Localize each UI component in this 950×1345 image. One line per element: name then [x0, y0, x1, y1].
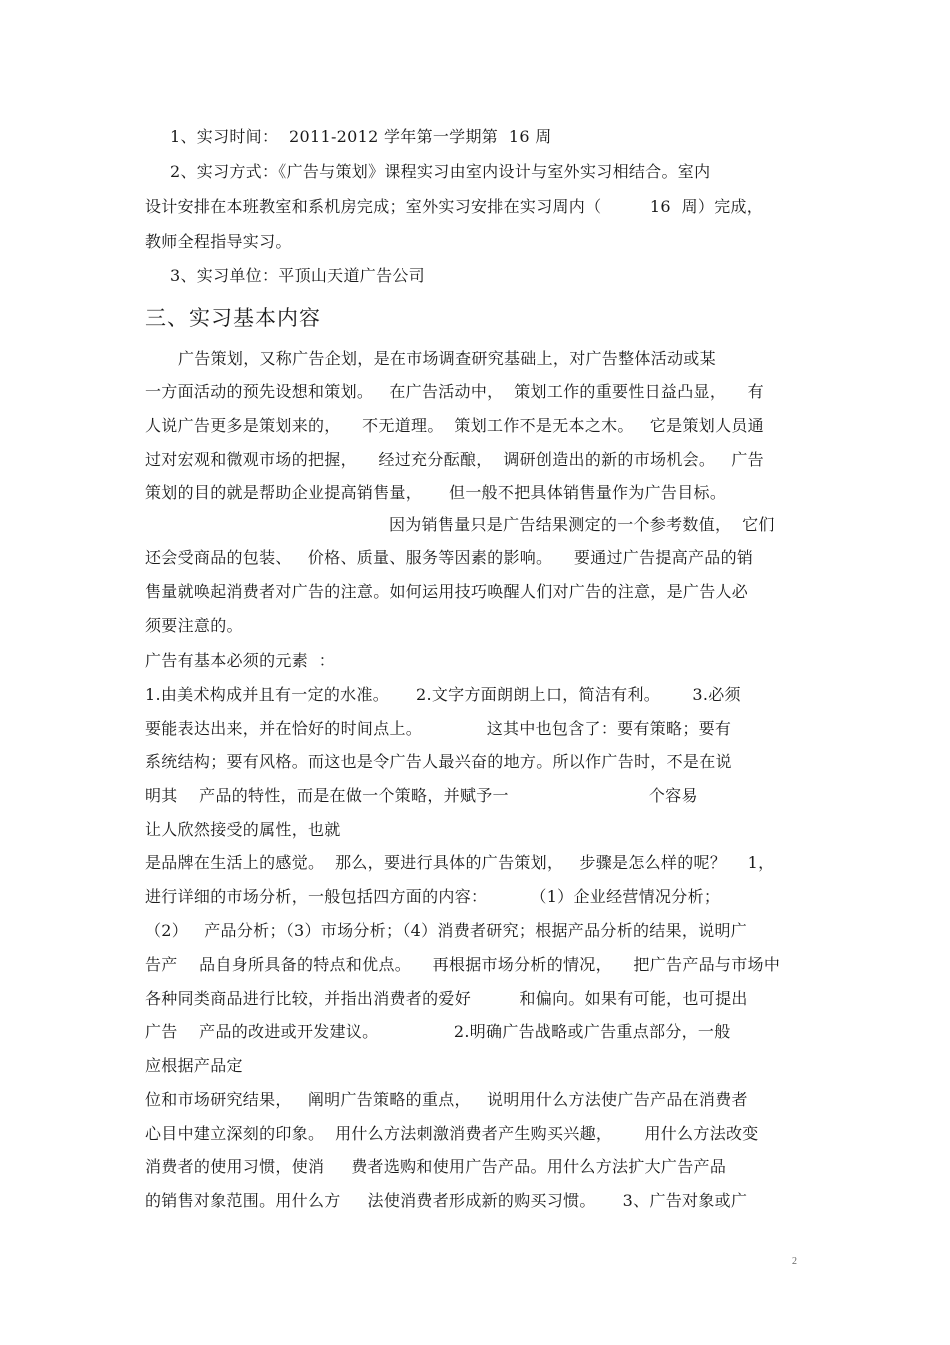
- body-line: 要能表达出来，并在恰好的时间点上。 这其中也包含了：要有策略；要有: [145, 719, 732, 738]
- item-method-line3: 教师全程指导实习。: [145, 232, 292, 251]
- body-line: 消费者的使用习惯，使消 费者选购和使用广告产品。用什么方法扩大广告产品: [145, 1157, 727, 1176]
- body-line: 的销售对象范围。用什么方 法使消费者形成新的购买习惯。 3、广告对象或广: [145, 1191, 748, 1210]
- page-number: 2: [792, 1256, 797, 1267]
- body-line: 告产 品自身所具备的特点和优点。 再根据市场分析的情况， 把广告产品与市场中: [145, 955, 781, 974]
- item-time: 1、实习时间： 2011-2012 学年第一学期第 16 周: [170, 127, 552, 146]
- body-line: 须要注意的。: [145, 616, 243, 635]
- body-line: 策划的目的就是帮助企业提高销售量， 但一般不把具体销售量作为广告目标。: [145, 483, 727, 502]
- body-line: 因为销售量只是广告结果测定的一个参考数值， 它们: [389, 515, 775, 534]
- body-line: （2） 产品分析；（3）市场分析；（4）消费者研究；根据产品分析的结果，说明广: [145, 921, 748, 940]
- item-unit: 3、实习单位：平顶山天道广告公司: [170, 266, 425, 285]
- body-line: 还会受商品的包装、 价格、质量、服务等因素的影响。 要通过广告提高产品的销: [145, 548, 754, 567]
- body-line: 位和市场研究结果， 阐明广告策略的重点， 说明用什么方法使广告产品在消费者: [145, 1090, 748, 1109]
- body-line: 进行详细的市场分析，一般包括四方面的内容： （1）企业经营情况分析；: [145, 887, 721, 906]
- body-line: 人说广告更多是策划来的， 不无道理。 策划工作不是无本之木。 它是策划人员通: [145, 416, 764, 435]
- body-line: 心目中建立深刻的印象。 用什么方法刺激消费者产生购买兴趣， 用什么方法改变: [145, 1124, 759, 1143]
- item-method-line2: 设计安排在本班教室和系机房完成；室外实习安排在实习周内（ 16 周）完成，: [145, 197, 764, 216]
- item-method-line1: 2、实习方式：《广告与策划》课程实习由室内设计与室外实习相结合。室内: [170, 162, 711, 181]
- body-line: 系统结构；要有风格。而这也是令广告人最兴奋的地方。所以作广告时，不是在说: [145, 752, 732, 771]
- body-line: 广告有基本必须的元素 ：: [145, 651, 336, 670]
- body-line: 应根据产品定: [145, 1056, 243, 1075]
- body-line: 一方面活动的预先设想和策划。 在广告活动中， 策划工作的重要性日益凸显， 有: [145, 382, 764, 401]
- body-line: 是品牌在生活上的感觉。 那么，要进行具体的广告策划， 步骤是怎么样的呢？ 1，: [145, 853, 775, 872]
- body-line: 过对宏观和微观市场的把握， 经过充分酝酿， 调研创造出的新的市场机会。 广告: [145, 450, 764, 469]
- body-line: 售量就唤起消费者对广告的注意。如何运用技巧唤醒人们对广告的注意，是广告人必: [145, 582, 749, 601]
- body-line: 广告 产品的改进或开发建议。 2.明确广告战略或广告重点部分，一般: [145, 1022, 731, 1041]
- section-heading: 三、实习基本内容: [145, 306, 321, 330]
- body-line: 广告策划，又称广告企划，是在市场调查研究基础上，对广告整体活动或某: [178, 349, 716, 368]
- body-line: 各种同类商品进行比较，并指出消费者的爱好 和偏向。如果有可能，也可提出: [145, 989, 748, 1008]
- body-line: 让人欣然接受的属性，也就: [145, 820, 341, 839]
- body-line: 明其 产品的特性，而是在做一个策略，并赋予一 个容易: [145, 786, 698, 805]
- body-line: 1.由美术构成并且有一定的水准。 2.文字方面朗朗上口，简洁有利。 3.必须: [145, 685, 741, 704]
